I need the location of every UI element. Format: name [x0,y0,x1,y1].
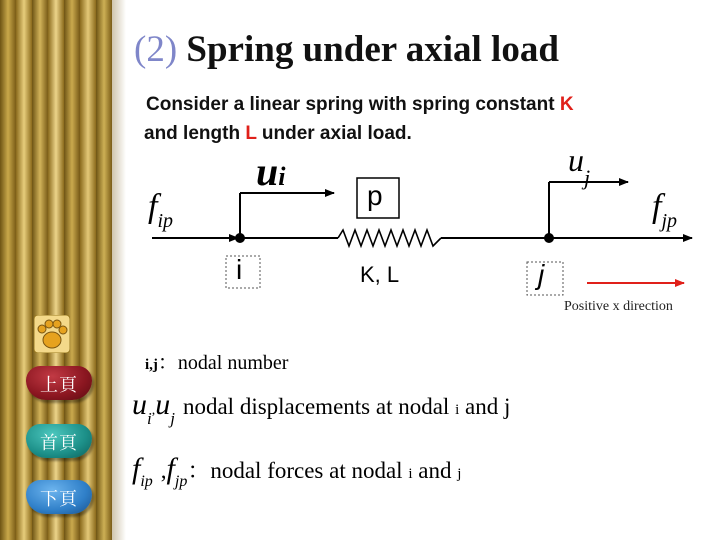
ij-colon: ： [157,352,178,374]
def-nodal-number [145,346,288,375]
spring-label: K, L [360,262,400,287]
home-page-button[interactable] [26,424,92,458]
prev-page-button[interactable] [26,366,92,400]
prev-page-label: 上頁 [40,375,78,396]
u-j-subscript: j [584,165,591,190]
f-jp-label [652,188,678,232]
disp-and-j: and j [459,394,511,419]
intro-k: K [559,94,574,115]
positive-direction-label: Positive x direction [564,299,673,314]
title-text: Spring under axial load [186,29,559,70]
intro-text: Consider a linear spring with spring constant [146,94,560,115]
node-j-dot [544,233,554,243]
force-text: nodal forces at nodal [210,458,409,483]
f-ip-symbol: f [148,188,158,225]
disp-ui-symbol: u [132,388,147,421]
force-j: j [457,466,462,482]
next-page-label: 下頁 [40,489,78,510]
disp-uj-subscript: j [170,409,175,428]
next-page-button[interactable] [26,480,92,514]
u-i-subscript: i [278,162,286,191]
intro-text: under axial load. [256,123,412,144]
u-j-symbol: u [568,142,584,178]
node-j-box [527,262,563,295]
title-number: (2) [134,29,178,70]
ij-text: nodal number [177,352,289,374]
u-i-label [256,148,285,195]
disp-text: nodal displacements at nodal [182,394,456,419]
force-colon: ： [187,458,211,483]
u-j-label [568,142,591,190]
f-ip-label [148,188,174,232]
force-f1-subscript: ip [140,473,153,490]
node-j-label: j [538,259,545,290]
disp-i: i [455,402,460,418]
force-f2-subscript: jp [174,473,188,490]
intro-text: and length [144,123,246,144]
disp-ui-subscript: i [147,409,152,428]
f-jp-subscript: jp [661,210,678,232]
node-i-dot [235,233,245,243]
force-and: and [412,458,458,483]
force-i: i [408,466,413,482]
ij-symbol: i,j [145,357,158,373]
home-page-label: 首頁 [40,433,78,454]
spring-zigzag [338,230,441,246]
disp-uj-symbol: u [155,388,171,421]
def-forces [132,452,462,490]
def-displacements [132,388,511,428]
force-f1-symbol: f [132,452,141,485]
node-i-label: i [236,254,243,285]
f-ip-subscript: ip [157,210,174,232]
force-f2-symbol: f [166,452,175,485]
node-i-box [226,256,260,288]
intro-l: L [245,123,257,144]
f-jp-symbol: f [652,188,662,225]
paw-icon [34,315,70,353]
p-label: p [367,180,383,211]
disp-comma: , [151,403,156,418]
u-i-symbol: u [256,149,279,194]
force-comma: , [160,458,167,483]
